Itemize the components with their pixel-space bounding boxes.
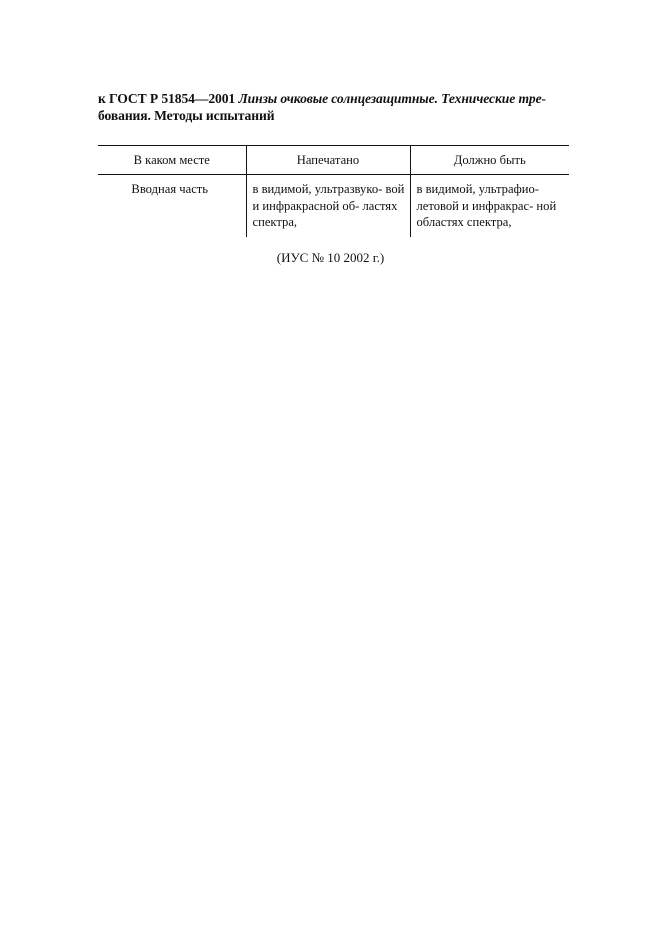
standard-reference: к ГОСТ Р 51854—2001 — [98, 91, 236, 106]
cell-printed: в видимой, ультразвуко- вой и инфракрасной об- ластях спектра, — [246, 175, 410, 238]
table-header-row — [98, 146, 569, 175]
table-row — [98, 175, 569, 238]
header-should-be: Должно быть — [410, 146, 569, 175]
cell-location: Вводная часть — [131, 182, 209, 196]
standard-title: Линзы очковые солнцезащитные. Технические тре- — [238, 91, 546, 106]
source-reference: (ИУС № 10 2002 г.) — [276, 250, 385, 265]
cell-should-be: в видимой, ультрафио- летовой и инфракрас- ной областях спектра, — [410, 175, 569, 238]
document-heading — [98, 90, 572, 124]
header-location: В каком месте — [98, 146, 246, 175]
header-printed: Напечатано — [246, 146, 410, 175]
amendment-table — [98, 145, 569, 237]
standard-title-continuation: бования. Методы испытаний — [98, 108, 275, 123]
